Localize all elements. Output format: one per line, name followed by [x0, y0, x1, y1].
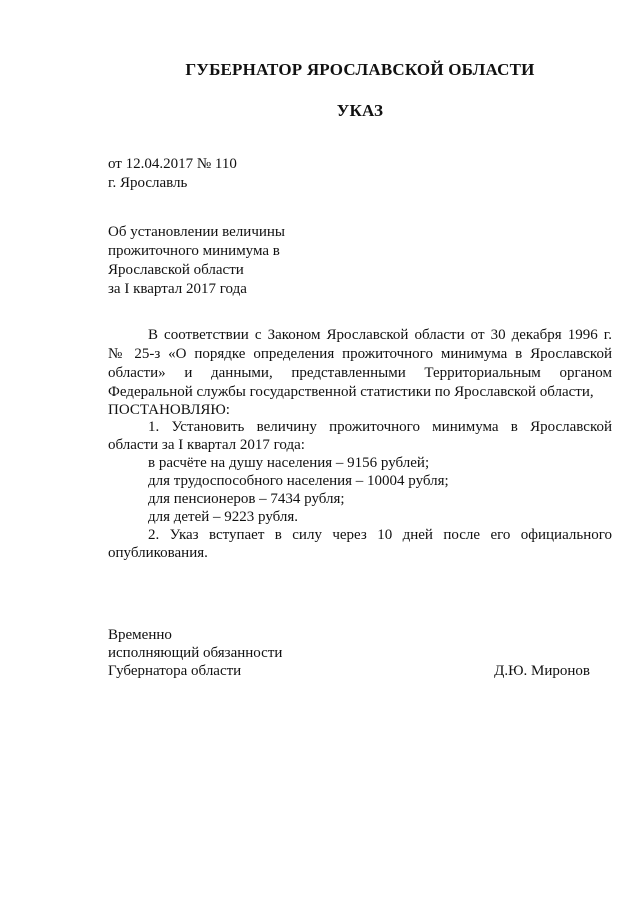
item-1-line: области за I квартал 2017 года: — [108, 437, 305, 453]
body-paragraph-line: области» и данными, представленными Территориальным органом — [108, 365, 612, 381]
value-line: для трудоспособного населения – 10004 рубля; — [148, 473, 449, 489]
date-number: от 12.04.2017 № 110 — [108, 156, 237, 172]
signatory-title-line: исполняющий обязанности — [108, 645, 283, 661]
subject-line: Ярославской области — [108, 262, 244, 278]
value-line: для пенсионеров – 7434 рубля; — [148, 491, 345, 507]
city: г. Ярославль — [108, 175, 188, 191]
item-2-line: 2. Указ вступает в силу через 10 дней после его официального — [148, 527, 612, 543]
document-type-heading: УКАЗ — [336, 101, 384, 120]
value-line: для детей – 9223 рубля. — [148, 509, 299, 525]
issuer-heading: ГУБЕРНАТОР ЯРОСЛАВСКОЙ ОБЛАСТИ — [185, 60, 535, 79]
subject-line: прожиточного минимума в — [108, 243, 280, 259]
subject-line: Об установлении величины — [108, 224, 285, 240]
signatory-title-line: Временно — [108, 627, 172, 643]
value-line: в расчёте на душу населения – 9156 рублей; — [148, 455, 430, 471]
subject-line: за I квартал 2017 года — [108, 281, 247, 297]
body-paragraph-line: Федеральной службы государственной статистики по Ярославской области, — [108, 384, 594, 400]
signatory-name: Д.Ю. Миронов — [494, 663, 590, 679]
signatory-title-line: Губернатора области — [108, 663, 242, 679]
body-paragraph-line: В соответствии с Законом Ярославской области от 30 декабря 1996 г. — [148, 327, 612, 343]
body-paragraph-line: № 25-з «О порядке определения прожиточного минимума в Ярославской — [108, 346, 612, 362]
decree-word: ПОСТАНОВЛЯЮ: — [108, 402, 230, 418]
item-2-line: опубликования. — [108, 545, 208, 561]
item-1-line: 1. Установить величину прожиточного минимума в Ярославской — [148, 419, 612, 435]
